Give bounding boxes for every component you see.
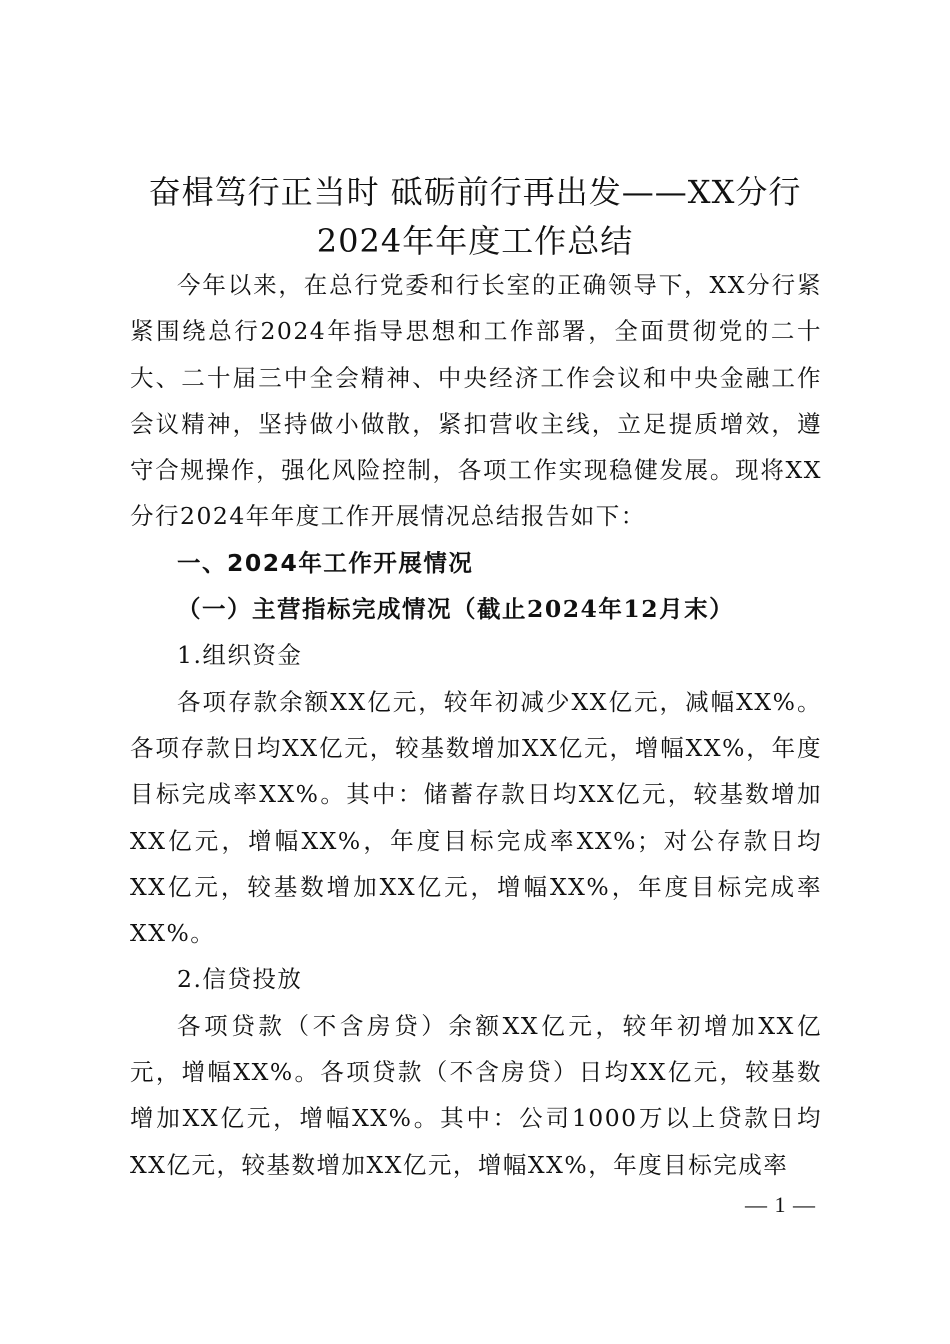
item-heading-funds: 1.组织资金 xyxy=(177,641,303,670)
item-body-credit: 各项贷款（不含房贷）余额XX亿元，较年初增加XX亿元，增幅XX%。各项贷款（不含房贷）日均XX亿元，较基数增加XX亿元，增幅XX%。其中：公司1000万以上贷款日均XX亿元，较基数增加XX亿元，增幅XX%，年度目标完成率 xyxy=(130,1011,822,1179)
item-heading-credit: 2.信贷投放 xyxy=(177,965,303,994)
document-title: 奋楫笃行正当时 砥砺前行再出发——XX分行2024年年度工作总结 xyxy=(148,173,802,260)
item-body-funds: 各项存款余额XX亿元，较年初减少XX亿元，减幅XX%。各项存款日均XX亿元，较基数增加XX亿元，增幅XX%，年度目标完成率XX%。其中：储蓄存款日均XX亿元，较基数增加XX亿元，增幅XX%，年度目标完成率XX%；对公存款日均XX亿元，较基数增加XX亿元，增幅XX%，年度目标完成率XX%。 xyxy=(130,687,822,948)
page-number: — 1 — xyxy=(745,1192,816,1217)
subsection-heading: （一）主营指标完成情况（截止2024年12月末） xyxy=(177,595,735,624)
document-body xyxy=(130,262,822,1188)
intro-paragraph: 今年以来，在总行党委和行长室的正确领导下，XX分行紧紧围绕总行2024年指导思想和工作部署，全面贯彻党的二十大、二十届三中全会精神、中央经济工作会议和中央金融工作会议精神，坚持做小做散，紧扣营收主线，立足提质增效，遵守合规操作，强化风险控制，各项工作实现稳健发展。现将XX分行2024年年度工作开展情况总结报告如下： xyxy=(130,271,822,531)
section-heading: 一、2024年工作开展情况 xyxy=(177,548,474,577)
